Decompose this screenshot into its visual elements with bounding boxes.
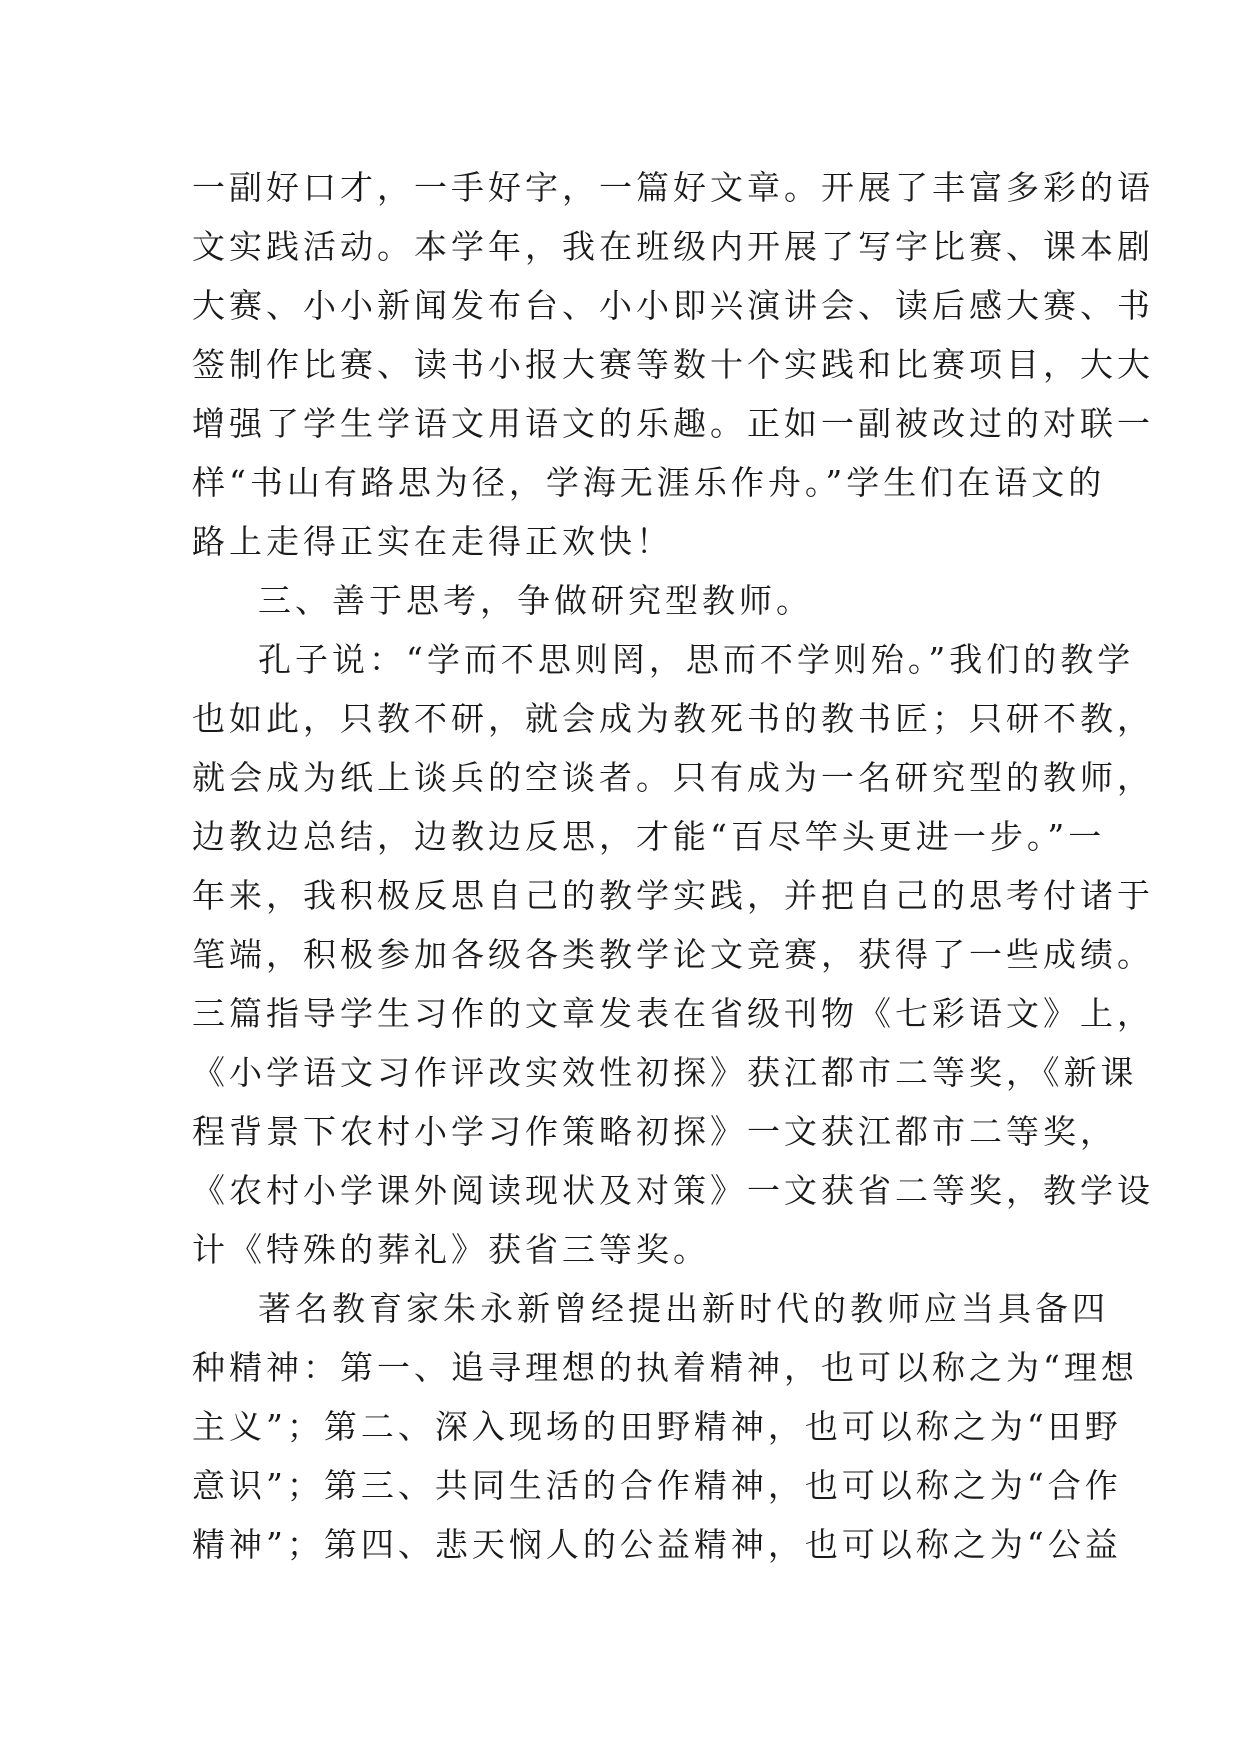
text-line: 精神”；第四、悲天悯人的公益精神，也可以称之为“公益	[192, 1525, 1122, 1564]
text-line: 路上走得正实在走得正欢快！	[192, 522, 673, 561]
paragraph-start-line: 孔子说：“学而不思则罔，思而不学则殆。”我们的教学	[258, 640, 1135, 679]
text-line: 程背景下农村小学习作策略初探》一文获江都市二等奖，	[192, 1112, 1117, 1151]
text-line: 一副好口才，一手好字，一篇好文章。开展了丰富多彩的语	[192, 168, 1154, 207]
text-line: 笔端，积极参加各级各类教学论文竞赛，获得了一些成绩。	[192, 935, 1154, 974]
text-line: 增强了学生学语文用语文的乐趣。正如一副被改过的对联一	[192, 404, 1154, 443]
text-line: 计《特殊的葬礼》获省三等奖。	[192, 1230, 710, 1269]
text-line: 边教边总结，边教边反思，才能“百尽竿头更进一步。”一	[192, 817, 1106, 856]
text-line: 文实践活动。本学年，我在班级内开展了写字比赛、课本剧	[192, 227, 1154, 266]
text-line: 《农村小学课外阅读现状及对策》一文获省二等奖，教学设	[192, 1171, 1154, 1210]
text-line: 就会成为纸上谈兵的空谈者。只有成为一名研究型的教师，	[192, 758, 1154, 797]
text-line: 意识”；第三、共同生活的合作精神，也可以称之为“合作	[192, 1466, 1122, 1505]
text-line: 《小学语文习作评改实效性初探》获江都市二等奖，《新课	[192, 1053, 1138, 1092]
section-heading: 三、善于思考，争做研究型教师。	[258, 581, 813, 620]
paragraph-start-line: 著名教育家朱永新曾经提出新时代的教师应当具备四	[258, 1289, 1109, 1328]
text-line: 大赛、小小新闻发布台、小小即兴演讲会、读后感大赛、书	[192, 286, 1154, 325]
text-line: 三篇指导学生习作的文章发表在省级刊物《七彩语文》上，	[192, 994, 1154, 1033]
text-line: 样“书山有路思为径，学海无涯乐作舟。”学生们在语文的	[192, 463, 1106, 502]
text-line: 也如此，只教不研，就会成为教死书的教书匠；只研不教，	[192, 699, 1154, 738]
text-line: 主义”；第二、深入现场的田野精神，也可以称之为“田野	[192, 1407, 1122, 1446]
text-line: 种精神：第一、追寻理想的执着精神，也可以称之为“理想	[192, 1348, 1138, 1387]
document-body	[192, 158, 1154, 1574]
text-line: 签制作比赛、读书小报大赛等数十个实践和比赛项目，大大	[192, 345, 1154, 384]
text-line: 年来，我积极反思自己的教学实践，并把自己的思考付诸于	[192, 876, 1154, 915]
